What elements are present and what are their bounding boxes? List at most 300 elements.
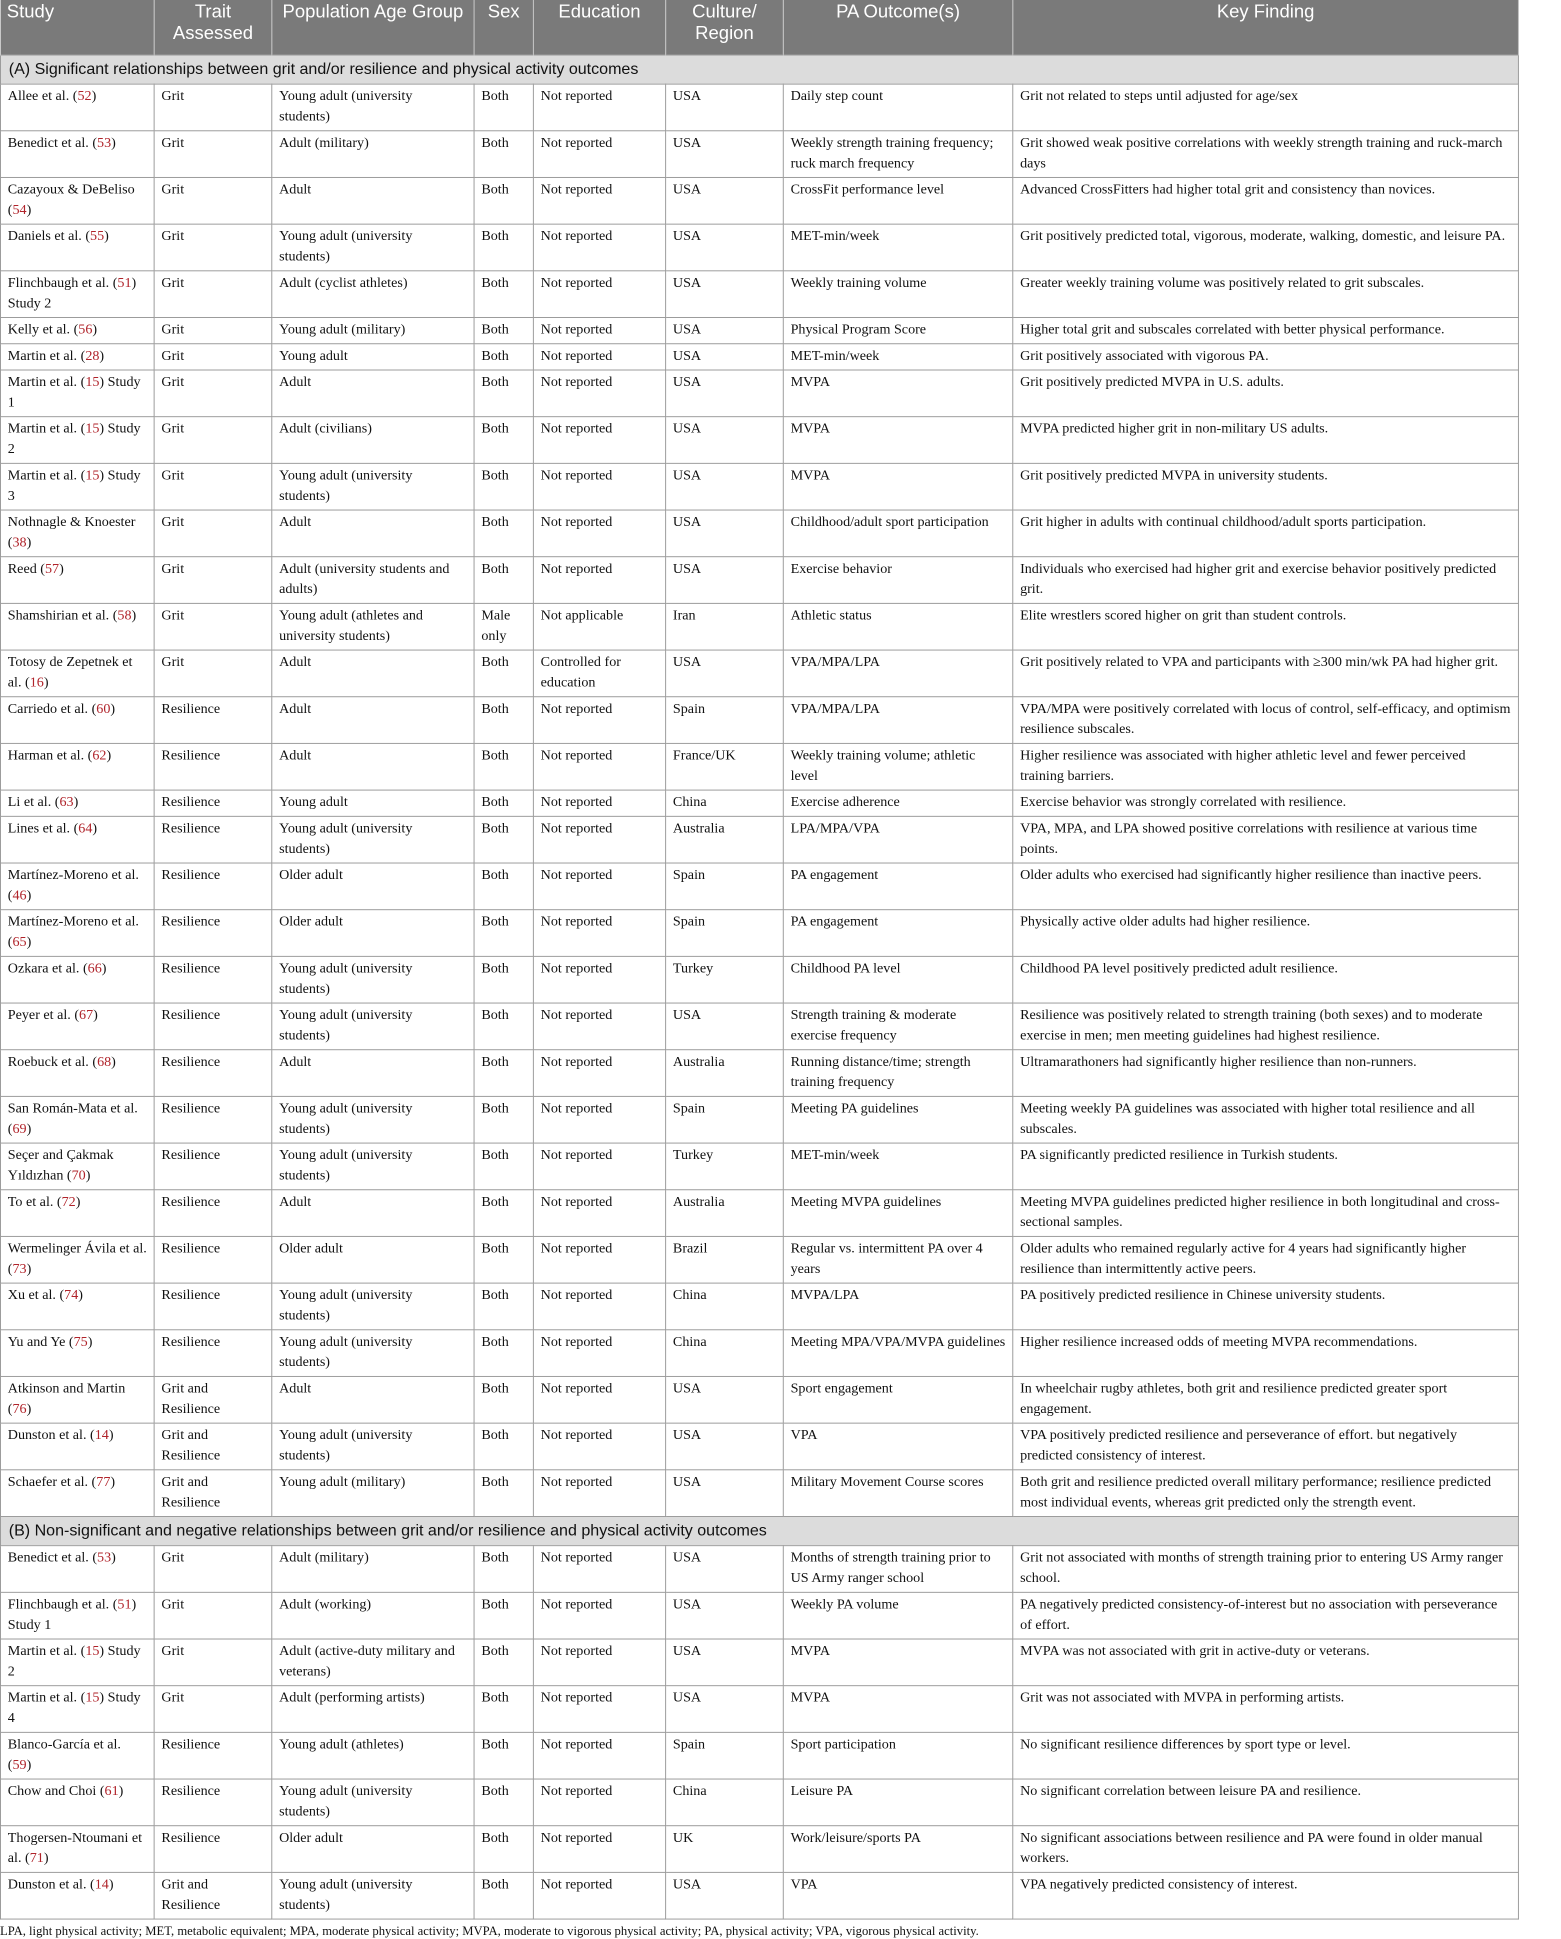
education-cell: Not applicable xyxy=(533,603,665,650)
reference-link[interactable]: 51 xyxy=(117,275,132,291)
age-group-cell: Young adult (university students) xyxy=(272,1330,474,1377)
education-cell: Not reported xyxy=(533,344,665,370)
pa-outcome-cell: MET-min/week xyxy=(783,1143,1012,1190)
study-name: Li et al. xyxy=(7,794,52,811)
table-row xyxy=(0,1779,1518,1826)
key-finding-cell: Grit positively predicted MVPA in U.S. adults. xyxy=(1013,370,1519,417)
reference-link[interactable]: 75 xyxy=(73,1334,88,1350)
study-cell: Shamshirian et al. (58) xyxy=(0,603,154,650)
reference-link[interactable]: 59 xyxy=(12,1757,27,1773)
table-row xyxy=(0,1546,1518,1593)
trait-cell: Grit and Resilience xyxy=(154,1423,272,1470)
table-row xyxy=(0,131,1518,178)
education-cell: Not reported xyxy=(533,224,665,271)
age-group-cell: Adult (civilians) xyxy=(272,417,474,464)
reference-link[interactable]: 15 xyxy=(85,1690,100,1706)
reference-link[interactable]: 52 xyxy=(77,88,92,105)
table-row xyxy=(0,417,1518,464)
reference-link[interactable]: 14 xyxy=(94,1427,109,1444)
age-group-cell: Adult (military) xyxy=(272,1546,474,1593)
study-name: Seçer and Çakmak Yıldızhan xyxy=(7,1147,114,1184)
pa-outcome-cell: Exercise behavior xyxy=(783,557,1012,604)
reference-link[interactable]: 46 xyxy=(12,887,27,904)
study-cell: Thogersen-Ntoumani et al. (71) xyxy=(0,1826,154,1873)
study-name: Reed xyxy=(7,561,37,577)
table-row xyxy=(0,84,1518,131)
reference-link[interactable]: 54 xyxy=(12,202,27,218)
reference-link[interactable]: 72 xyxy=(61,1194,76,1210)
age-group-cell: Young adult (university students) xyxy=(272,224,474,271)
table-row xyxy=(0,1143,1518,1190)
key-finding-cell: Grit showed weak positive correlations with weekly strength training and ruck-march days xyxy=(1013,131,1519,178)
study-name: Flinchbaugh et al. xyxy=(7,1596,110,1613)
education-cell: Not reported xyxy=(533,1546,665,1593)
education-cell: Not reported xyxy=(533,1423,665,1470)
sex-cell: Both xyxy=(474,1826,533,1873)
age-group-cell: Older adult xyxy=(272,1236,474,1283)
pa-outcome-cell: Athletic status xyxy=(783,603,1012,650)
trait-cell: Grit xyxy=(154,557,272,604)
header-key-finding: Key Finding xyxy=(1013,0,1519,55)
pa-outcome-cell: VPA/MPA/LPA xyxy=(783,650,1012,697)
section-title: (A) Significant relationships between grit and/or resilience and physical activity outcomes xyxy=(0,55,1518,84)
section-header-row xyxy=(0,1516,1518,1545)
reference-link[interactable]: 62 xyxy=(92,747,107,764)
reference-link[interactable]: 71 xyxy=(29,1850,44,1867)
study-name: Benedict et al. xyxy=(7,135,89,151)
pa-outcome-cell: Meeting MPA/VPA/MVPA guidelines xyxy=(783,1330,1012,1377)
key-finding-cell: Higher resilience was associated with higher athletic level and fewer perceived training barriers. xyxy=(1013,743,1519,790)
age-group-cell: Young adult (university students) xyxy=(272,84,474,131)
age-group-cell: Adult (performing artists) xyxy=(272,1686,474,1733)
sex-cell: Both xyxy=(474,1872,533,1919)
trait-cell: Resilience xyxy=(154,816,272,863)
key-finding-cell: Both grit and resilience predicted overall military performance; resilience predicted most individual events, whereas grit predicted only the strength event. xyxy=(1013,1470,1519,1517)
study-cell: Martin et al. (15) Study 4 xyxy=(0,1686,154,1733)
reference-link[interactable]: 69 xyxy=(12,1121,27,1137)
education-cell: Not reported xyxy=(533,697,665,744)
table-row xyxy=(0,1003,1518,1050)
study-name: San Román-Mata et al. xyxy=(7,1100,138,1117)
study-cell: Martin et al. (15) Study 3 xyxy=(0,463,154,510)
sex-cell: Both xyxy=(474,1096,533,1143)
study-cell: Xu et al. (74) xyxy=(0,1283,154,1330)
table-body xyxy=(0,55,1518,1919)
pa-outcome-cell: Meeting PA guidelines xyxy=(783,1096,1012,1143)
table-row xyxy=(0,1592,1518,1639)
reference-link[interactable]: 55 xyxy=(90,228,105,245)
table-row xyxy=(0,510,1518,557)
sex-cell: Both xyxy=(474,1732,533,1779)
trait-cell: Grit xyxy=(154,650,272,697)
reference-link[interactable]: 15 xyxy=(85,374,100,390)
trait-cell: Grit xyxy=(154,1546,272,1593)
reference-link[interactable]: 65 xyxy=(12,934,27,951)
trait-cell: Resilience xyxy=(154,1003,272,1050)
region-cell: USA xyxy=(666,370,784,417)
region-cell: Spain xyxy=(666,1096,784,1143)
key-finding-cell: VPA/MPA were positively correlated with locus of control, self-efficacy, and optimism resilience subscales. xyxy=(1013,697,1519,744)
trait-cell: Resilience xyxy=(154,1283,272,1330)
education-cell: Not reported xyxy=(533,370,665,417)
education-cell: Not reported xyxy=(533,463,665,510)
trait-cell: Resilience xyxy=(154,1190,272,1237)
education-cell: Not reported xyxy=(533,131,665,178)
sex-cell: Both xyxy=(474,1639,533,1686)
education-cell: Not reported xyxy=(533,271,665,318)
trait-cell: Resilience xyxy=(154,1143,272,1190)
reference-link[interactable]: 60 xyxy=(96,701,111,717)
header-pa-outcomes: PA Outcome(s) xyxy=(783,0,1012,55)
pa-outcome-cell: Childhood/adult sport participation xyxy=(783,510,1012,557)
age-group-cell: Young adult (military) xyxy=(272,317,474,343)
sex-cell: Both xyxy=(474,743,533,790)
pa-outcome-cell: Months of strength training prior to US Army ranger school xyxy=(783,1546,1012,1593)
pa-outcome-cell: MVPA xyxy=(783,417,1012,464)
sex-cell: Both xyxy=(474,650,533,697)
study-cell: Seçer and Çakmak Yıldızhan (70) xyxy=(0,1143,154,1190)
key-finding-cell: Grit positively predicted total, vigorous, moderate, walking, domestic, and leisure PA. xyxy=(1013,224,1519,271)
study-cell: Yu and Ye (75) xyxy=(0,1330,154,1377)
reference-link[interactable]: 57 xyxy=(44,561,60,577)
sex-cell: Both xyxy=(474,1330,533,1377)
table-row xyxy=(0,1470,1518,1517)
key-finding-cell: Grit positively associated with vigorous PA. xyxy=(1013,344,1519,370)
region-cell: USA xyxy=(666,271,784,318)
reference-link[interactable]: 63 xyxy=(59,794,74,811)
region-cell: USA xyxy=(666,1592,784,1639)
pa-outcome-cell: Weekly strength training frequency; ruck march frequency xyxy=(783,131,1012,178)
sex-cell: Both xyxy=(474,344,533,370)
reference-link[interactable]: 28 xyxy=(85,348,100,364)
study-name: To et al. xyxy=(7,1194,54,1210)
reference-link[interactable]: 64 xyxy=(78,820,93,837)
reference-link[interactable]: 38 xyxy=(12,534,27,551)
sex-cell: Both xyxy=(474,956,533,1003)
table-row xyxy=(0,1686,1518,1733)
region-cell: USA xyxy=(666,1686,784,1733)
study-name: Shamshirian et al. xyxy=(7,607,110,624)
education-cell: Not reported xyxy=(533,743,665,790)
key-finding-cell: VPA positively predicted resilience and perseverance of effort. but negatively predicted consistency of interest. xyxy=(1013,1423,1519,1470)
reference-link[interactable]: 73 xyxy=(12,1261,27,1277)
education-cell: Not reported xyxy=(533,816,665,863)
study-name: Martínez-Moreno et al. xyxy=(7,914,139,930)
reference-link[interactable]: 76 xyxy=(12,1401,27,1417)
reference-link[interactable]: 77 xyxy=(96,1474,111,1490)
study-name: Schaefer et al. xyxy=(7,1474,89,1490)
region-cell: USA xyxy=(666,510,784,557)
reference-link[interactable]: 53 xyxy=(97,1550,112,1566)
header-sex: Sex xyxy=(474,0,533,55)
study-cell: Totosy de Zepetnek et al. (16) xyxy=(0,650,154,697)
reference-link[interactable]: 68 xyxy=(97,1054,112,1070)
sex-cell: Both xyxy=(474,816,533,863)
region-cell: USA xyxy=(666,463,784,510)
table-row xyxy=(0,1826,1518,1873)
table-row xyxy=(0,743,1518,790)
key-finding-cell: Grit was not associated with MVPA in performing artists. xyxy=(1013,1686,1519,1733)
key-finding-cell: MVPA predicted higher grit in non-military US adults. xyxy=(1013,417,1519,464)
pa-outcome-cell: MVPA xyxy=(783,1639,1012,1686)
study-number: Study 2 xyxy=(7,295,52,312)
sex-cell: Both xyxy=(474,1190,533,1237)
age-group-cell: Older adult xyxy=(272,910,474,957)
pa-outcome-cell: LPA/MPA/VPA xyxy=(783,816,1012,863)
study-cell: Flinchbaugh et al. (51) Study 2 xyxy=(0,271,154,318)
reference-link[interactable]: 66 xyxy=(87,960,102,977)
study-cell: Cazayoux & DeBeliso (54) xyxy=(0,177,154,224)
age-group-cell: Adult xyxy=(272,510,474,557)
trait-cell: Resilience xyxy=(154,956,272,1003)
key-finding-cell: Older adults who remained regularly active for 4 years had significantly higher resilience than intermittently active peers. xyxy=(1013,1236,1519,1283)
sex-cell: Both xyxy=(474,131,533,178)
trait-cell: Grit xyxy=(154,344,272,370)
pa-outcome-cell: Strength training & moderate exercise frequency xyxy=(783,1003,1012,1050)
region-cell: Turkey xyxy=(666,956,784,1003)
education-cell: Not reported xyxy=(533,1003,665,1050)
sex-cell: Both xyxy=(474,910,533,957)
table-row xyxy=(0,224,1518,271)
table-row xyxy=(0,344,1518,370)
pa-outcome-cell: Leisure PA xyxy=(783,1779,1012,1826)
age-group-cell: Older adult xyxy=(272,1826,474,1873)
reference-link[interactable]: 70 xyxy=(71,1167,86,1184)
key-finding-cell: Greater weekly training volume was positively related to grit subscales. xyxy=(1013,271,1519,318)
study-cell: Lines et al. (64) xyxy=(0,816,154,863)
key-finding-cell: VPA negatively predicted consistency of interest. xyxy=(1013,1872,1519,1919)
section-title: (B) Non-significant and negative relationships between grit and/or resilience and physical activity outcomes xyxy=(0,1516,1518,1545)
education-cell: Not reported xyxy=(533,1592,665,1639)
pa-outcome-cell: Exercise adherence xyxy=(783,790,1012,816)
reference-link[interactable]: 56 xyxy=(78,321,93,338)
region-cell: USA xyxy=(666,1470,784,1517)
age-group-cell: Adult xyxy=(272,370,474,417)
trait-cell: Grit xyxy=(154,510,272,557)
table-row xyxy=(0,603,1518,650)
key-finding-cell: Grit not related to steps until adjusted for age/sex xyxy=(1013,84,1519,131)
key-finding-cell: Grit positively related to VPA and participants with ≥300 min/wk PA had higher grit. xyxy=(1013,650,1519,697)
key-finding-cell: Grit higher in adults with continual childhood/adult sports participation. xyxy=(1013,510,1519,557)
study-cell: Nothnagle & Knoester (38) xyxy=(0,510,154,557)
education-cell: Not reported xyxy=(533,956,665,1003)
reference-link[interactable]: 15 xyxy=(85,467,100,484)
education-cell: Not reported xyxy=(533,1143,665,1190)
region-cell: USA xyxy=(666,1872,784,1919)
age-group-cell: Adult xyxy=(272,1376,474,1423)
key-finding-cell: Advanced CrossFitters had higher total grit and consistency than novices. xyxy=(1013,177,1519,224)
reference-link[interactable]: 58 xyxy=(117,607,132,624)
study-name: Chow and Choi xyxy=(7,1783,97,1799)
age-group-cell: Adult xyxy=(272,1050,474,1097)
reference-link[interactable]: 15 xyxy=(85,421,100,437)
region-cell: Australia xyxy=(666,1050,784,1097)
study-name: Roebuck et al. xyxy=(7,1054,89,1070)
study-name: Dunston et al. xyxy=(7,1876,87,1893)
table-row xyxy=(0,1732,1518,1779)
reference-link[interactable]: 61 xyxy=(104,1783,119,1799)
region-cell: USA xyxy=(666,317,784,343)
study-number: Study 3 xyxy=(7,467,141,504)
sex-cell: Both xyxy=(474,1592,533,1639)
age-group-cell: Young adult (university students) xyxy=(272,1283,474,1330)
study-name: Harman et al. xyxy=(7,747,85,764)
reference-link[interactable]: 15 xyxy=(85,1643,100,1659)
region-cell: USA xyxy=(666,1423,784,1470)
sex-cell: Both xyxy=(474,1236,533,1283)
study-cell: Chow and Choi (61) xyxy=(0,1779,154,1826)
region-cell: USA xyxy=(666,1003,784,1050)
education-cell: Not reported xyxy=(533,863,665,910)
reference-link[interactable]: 67 xyxy=(79,1007,94,1023)
age-group-cell: Older adult xyxy=(272,863,474,910)
reference-link[interactable]: 74 xyxy=(64,1287,79,1304)
region-cell: USA xyxy=(666,557,784,604)
study-name: Martin et al. xyxy=(7,1690,78,1706)
header-age-group: Population Age Group xyxy=(272,0,474,55)
education-cell: Not reported xyxy=(533,317,665,343)
trait-cell: Resilience xyxy=(154,1732,272,1779)
pa-outcome-cell: Weekly training volume xyxy=(783,271,1012,318)
trait-cell: Grit xyxy=(154,177,272,224)
key-finding-cell: Individuals who exercised had higher grit and exercise behavior positively predicted grit. xyxy=(1013,557,1519,604)
study-cell: Martínez-Moreno et al. (65) xyxy=(0,910,154,957)
study-cell: Allee et al. (52) xyxy=(0,84,154,131)
table-row xyxy=(0,177,1518,224)
study-cell: Schaefer et al. (77) xyxy=(0,1470,154,1517)
study-number: Study 4 xyxy=(7,1690,141,1727)
study-name: Martin et al. xyxy=(7,1643,78,1659)
education-cell: Not reported xyxy=(533,1190,665,1237)
trait-cell: Resilience xyxy=(154,1096,272,1143)
table-row xyxy=(0,1236,1518,1283)
education-cell: Not reported xyxy=(533,1376,665,1423)
study-name: Peyer et al. xyxy=(7,1007,71,1023)
age-group-cell: Adult (active-duty military and veterans) xyxy=(272,1639,474,1686)
sex-cell: Both xyxy=(474,863,533,910)
region-cell: Turkey xyxy=(666,1143,784,1190)
study-name: Cazayoux & DeBeliso xyxy=(7,181,135,198)
key-finding-cell: Ultramarathoners had significantly higher resilience than non-runners. xyxy=(1013,1050,1519,1097)
key-finding-cell: No significant associations between resilience and PA were found in older manual workers. xyxy=(1013,1826,1519,1873)
header-education: Education xyxy=(533,0,665,55)
study-cell: Flinchbaugh et al. (51) Study 1 xyxy=(0,1592,154,1639)
sex-cell: Both xyxy=(474,224,533,271)
trait-cell: Grit xyxy=(154,1639,272,1686)
sex-cell: Both xyxy=(474,317,533,343)
pa-outcome-cell: MVPA xyxy=(783,370,1012,417)
reference-link[interactable]: 16 xyxy=(29,674,44,691)
trait-cell: Resilience xyxy=(154,1826,272,1873)
key-finding-cell: Grit positively predicted MVPA in university students. xyxy=(1013,463,1519,510)
key-finding-cell: PA positively predicted resilience in Chinese university students. xyxy=(1013,1283,1519,1330)
sex-cell: Both xyxy=(474,1003,533,1050)
study-cell: Dunston et al. (14) xyxy=(0,1872,154,1919)
table-footnote: LPA, light physical activity; MET, metabolic equivalent; MPA, moderate physical activity; MVPA, moderate to vigorous physical activity; PA, physical activity; VPA, vigorous physical activity. xyxy=(0,1923,979,1939)
header-trait: Trait Assessed xyxy=(154,0,272,55)
pa-outcome-cell: PA engagement xyxy=(783,863,1012,910)
age-group-cell: Young adult (university students) xyxy=(272,956,474,1003)
trait-cell: Grit xyxy=(154,224,272,271)
age-group-cell: Adult (working) xyxy=(272,1592,474,1639)
study-name: Blanco-García et al. xyxy=(7,1736,121,1753)
study-name: Atkinson and Martin xyxy=(7,1380,126,1397)
table-row xyxy=(0,1423,1518,1470)
sex-cell: Both xyxy=(474,1779,533,1826)
study-cell: Dunston et al. (14) xyxy=(0,1423,154,1470)
trait-cell: Grit xyxy=(154,1686,272,1733)
reference-link[interactable]: 51 xyxy=(117,1596,132,1613)
reference-link[interactable]: 14 xyxy=(94,1876,109,1893)
region-cell: France/UK xyxy=(666,743,784,790)
study-name: Carriedo et al. xyxy=(7,701,89,717)
region-cell: Iran xyxy=(666,603,784,650)
header-study: Study xyxy=(0,0,154,55)
study-cell: Harman et al. (62) xyxy=(0,743,154,790)
table-row xyxy=(0,650,1518,697)
study-name: Daniels et al. xyxy=(7,228,82,245)
trait-cell: Grit xyxy=(154,1592,272,1639)
table-row xyxy=(0,863,1518,910)
region-cell: Spain xyxy=(666,1732,784,1779)
trait-cell: Resilience xyxy=(154,743,272,790)
region-cell: USA xyxy=(666,177,784,224)
study-number: Study 1 xyxy=(7,1617,52,1633)
key-finding-cell: In wheelchair rugby athletes, both grit and resilience predicted greater sport engagement. xyxy=(1013,1376,1519,1423)
table-row xyxy=(0,271,1518,318)
study-cell: To et al. (72) xyxy=(0,1190,154,1237)
education-cell: Controlled for education xyxy=(533,650,665,697)
pa-outcome-cell: Weekly PA volume xyxy=(783,1592,1012,1639)
study-name: Wermelinger Ávila et al. xyxy=(7,1240,147,1257)
age-group-cell: Young adult (university students) xyxy=(272,463,474,510)
header-region: Culture/ Region xyxy=(666,0,784,55)
study-name: Kelly et al. xyxy=(7,321,71,338)
study-cell: Wermelinger Ávila et al. (73) xyxy=(0,1236,154,1283)
trait-cell: Grit and Resilience xyxy=(154,1470,272,1517)
region-cell: Australia xyxy=(666,816,784,863)
study-cell: Peyer et al. (67) xyxy=(0,1003,154,1050)
table-row xyxy=(0,370,1518,417)
age-group-cell: Adult xyxy=(272,697,474,744)
table-row xyxy=(0,956,1518,1003)
education-cell: Not reported xyxy=(533,1872,665,1919)
study-name: Ozkara et al. xyxy=(7,960,80,977)
education-cell: Not reported xyxy=(533,1470,665,1517)
study-name: Flinchbaugh et al. xyxy=(7,275,110,291)
pa-outcome-cell: Work/leisure/sports PA xyxy=(783,1826,1012,1873)
table-row xyxy=(0,1330,1518,1377)
study-cell: Reed (57) xyxy=(0,557,154,604)
age-group-cell: Young adult (athletes and university students) xyxy=(272,603,474,650)
study-cell: Kelly et al. (56) xyxy=(0,317,154,343)
pa-outcome-cell: VPA xyxy=(783,1872,1012,1919)
pa-outcome-cell: Running distance/time; strength training frequency xyxy=(783,1050,1012,1097)
education-cell: Not reported xyxy=(533,1236,665,1283)
study-name: Martin et al. xyxy=(7,421,78,437)
study-cell: Li et al. (63) xyxy=(0,790,154,816)
pa-outcome-cell: MVPA xyxy=(783,1686,1012,1733)
region-cell: USA xyxy=(666,417,784,464)
reference-link[interactable]: 53 xyxy=(97,135,112,151)
key-finding-cell: Exercise behavior was strongly correlated with resilience. xyxy=(1013,790,1519,816)
region-cell: China xyxy=(666,790,784,816)
table-row xyxy=(0,697,1518,744)
trait-cell: Resilience xyxy=(154,697,272,744)
study-cell: Martin et al. (28) xyxy=(0,344,154,370)
region-cell: Australia xyxy=(666,1190,784,1237)
trait-cell: Grit xyxy=(154,603,272,650)
